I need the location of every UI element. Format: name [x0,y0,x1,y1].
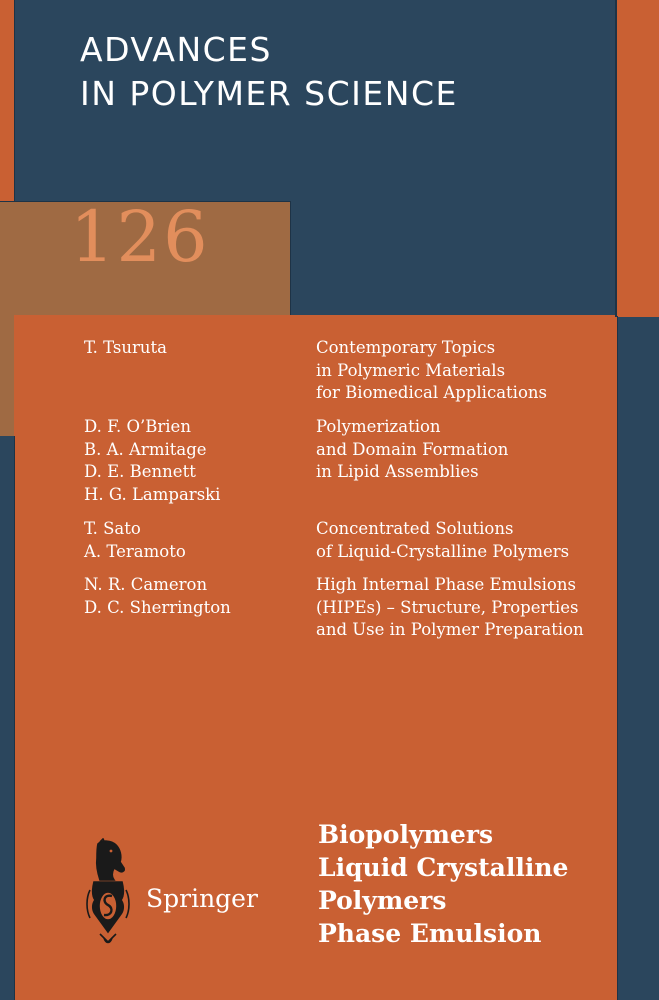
right-navy-strip [617,317,659,1000]
title-line: of Liquid-Crystalline Polymers [316,541,570,561]
title-line: High Internal Phase Emulsions [316,575,576,594]
subject-line: Biopolymers [318,820,494,849]
author-name: A. Teramoto [84,541,186,561]
divider-line [14,0,15,201]
title-line: Concentrated Solutions [316,519,514,538]
springer-knight-logo-icon [78,838,138,948]
publisher-name: Springer [146,884,258,913]
series-title-line: IN POLYMER SCIENCE [80,74,458,113]
author-name: D. F. O’Brien [84,417,191,436]
author-name: N. R. Cameron [84,575,208,594]
divider-line [290,201,291,315]
entry-title [316,574,584,642]
title-line: Polymerization [316,417,441,436]
series-title [80,28,458,116]
author-name: H. G. Lamparski [84,484,221,504]
title-line: (HIPEs) – Structure, Properties [316,597,579,617]
entry-title [316,416,508,484]
author-name: T. Sato [84,519,141,538]
entry-authors [84,574,231,619]
title-line: Contemporary Topics [316,338,496,357]
left-tan-strip [0,315,14,436]
subject-line: Liquid Crystalline [318,853,569,882]
author-name: T. Tsuruta [84,338,167,357]
subject-line: Polymers [318,886,447,915]
author-name: B. A. Armitage [84,439,207,459]
subject-line: Phase Emulsion [318,919,542,948]
entry-title [316,337,547,405]
entry-authors [84,416,220,506]
divider-line [617,316,618,1000]
title-line: and Domain Formation [316,439,509,459]
divider-line [615,0,617,317]
entry-title [316,518,569,563]
series-title-line: ADVANCES [80,30,272,69]
author-name: D. C. Sherrington [84,597,231,617]
title-line: in Polymeric Materials [316,360,506,380]
divider-line [14,436,15,1000]
left-navy-strip [0,436,14,1000]
entry-authors [84,337,167,360]
title-line: and Use in Polymer Preparation [316,620,584,639]
entry-authors [84,518,186,563]
title-line: in Lipid Assemblies [316,462,479,481]
volume-number: 126 [70,196,210,278]
title-line: for Biomedical Applications [316,383,547,402]
author-name: D. E. Bennett [84,462,196,481]
volume-subjects [318,818,568,950]
